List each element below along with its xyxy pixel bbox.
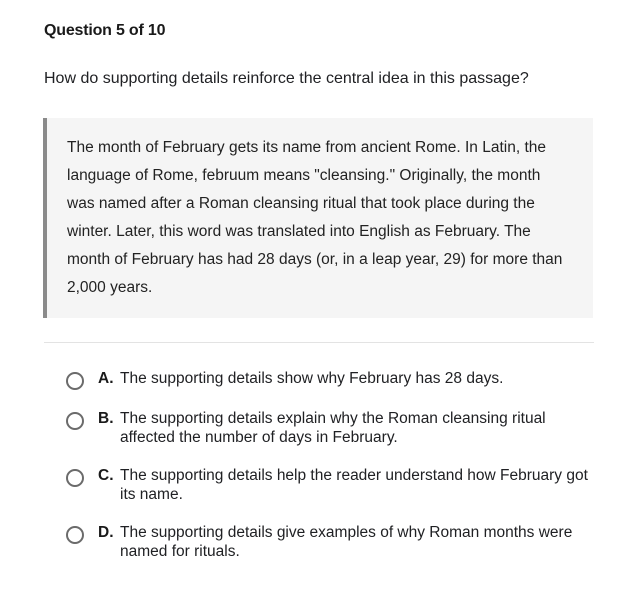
option-text: The supporting details give examples of why Roman months were named for rituals. [120, 524, 573, 560]
passage-text: The month of February gets its name from ancient Rome. In Latin, the language of Rome, februum means "cleansing." Originally, the month was named after a Roman cleansing ritual that took place during the winter. Later, this word was translated into English as February. The month of February has had 28 days (or, in a leap year, 29) for more than 2,000 years. [67, 139, 563, 296]
question-counter: Question 5 of 10 [44, 22, 166, 39]
answer-option-a[interactable] [66, 369, 596, 390]
option-letter: C. [98, 467, 114, 484]
answer-option-b[interactable] [66, 409, 596, 447]
answer-option-c[interactable] [66, 466, 596, 504]
question-prompt: How do supporting details reinforce the central idea in this passage? [44, 70, 529, 87]
option-letter: A. [98, 370, 114, 387]
passage-block [43, 118, 593, 318]
option-text: The supporting details show why February has 28 days. [120, 370, 504, 387]
radio-button-icon[interactable] [66, 526, 84, 544]
option-text: The supporting details explain why the Roman cleansing ritual affected the number of days in February. [120, 410, 546, 446]
answer-option-d[interactable] [66, 523, 596, 561]
option-text: The supporting details help the reader understand how February got its name. [120, 467, 588, 503]
radio-button-icon[interactable] [66, 469, 84, 487]
option-letter: D. [98, 524, 114, 541]
divider [44, 342, 594, 343]
radio-button-icon[interactable] [66, 372, 84, 390]
option-letter: B. [98, 410, 114, 427]
radio-button-icon[interactable] [66, 412, 84, 430]
